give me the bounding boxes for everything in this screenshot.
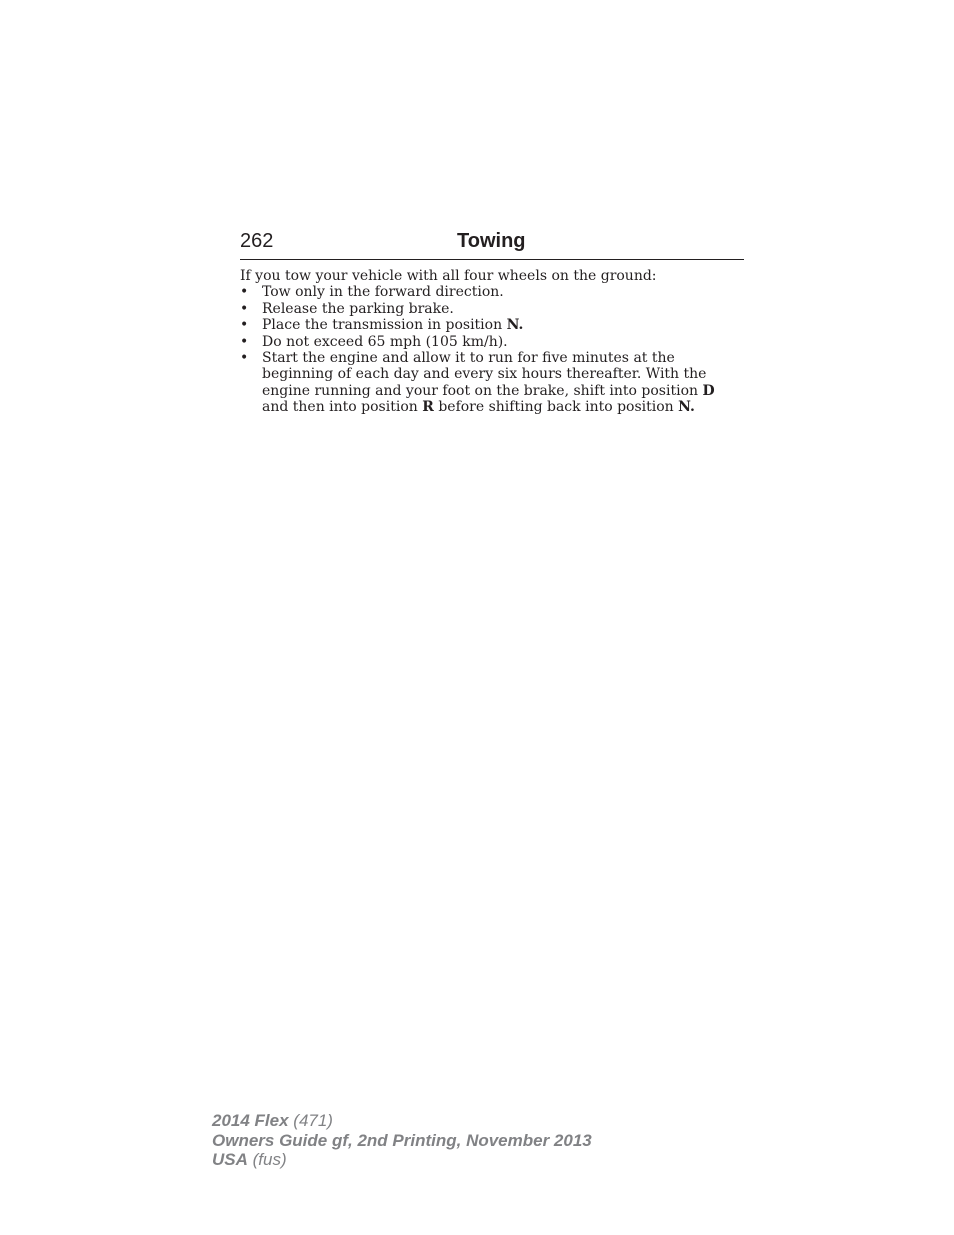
list-item-bold: R [422,399,434,416]
footer-market-code: (fus) [247,1150,287,1169]
page-number: 262 [240,230,274,252]
list-item-bold: D [702,382,715,399]
list-item [240,350,744,416]
bullet-list [240,284,744,415]
page-header [240,229,744,260]
list-item-bold: N. [678,399,695,416]
bullet-icon: • [240,350,249,367]
bullet-icon: • [240,284,249,301]
list-item [240,284,744,300]
body-text [240,268,744,416]
list-item-text: Do not exceed 65 mph (105 km/h). [262,333,508,350]
list-item-text: Tow only in the forward direction. [262,284,504,301]
list-item-text: and then into position [262,399,423,416]
bullet-icon: • [240,317,249,334]
list-item-text: Place the transmission in position [262,317,507,334]
list-item [240,317,744,333]
bullet-icon: • [240,300,249,317]
footer-line-guide: Owners Guide gf, 2nd Printing, November 2013 [212,1130,592,1150]
footer-line-model [212,1111,592,1131]
list-item-text: before shifting back into position [433,399,679,416]
list-item-bold: N. [506,317,524,334]
bullet-icon: • [240,333,249,350]
list-item-text: Start the engine and allow it to run for five minutes at the beginning of each day and every six hours thereafter. With the engine running and your foot on the brake, shift into position [262,350,707,399]
footer-market: USA [212,1150,248,1169]
list-item-text: Release the parking brake. [262,300,454,317]
footer-model-code: (471) [288,1111,333,1130]
intro-paragraph: If you tow your vehicle with all four wheels on the ground: [240,268,657,284]
list-item [240,334,744,350]
footer-line-market [212,1150,592,1170]
footer [212,1111,592,1170]
footer-model: 2014 Flex [212,1111,289,1130]
section-title: Towing [457,230,526,252]
list-item [240,301,744,317]
